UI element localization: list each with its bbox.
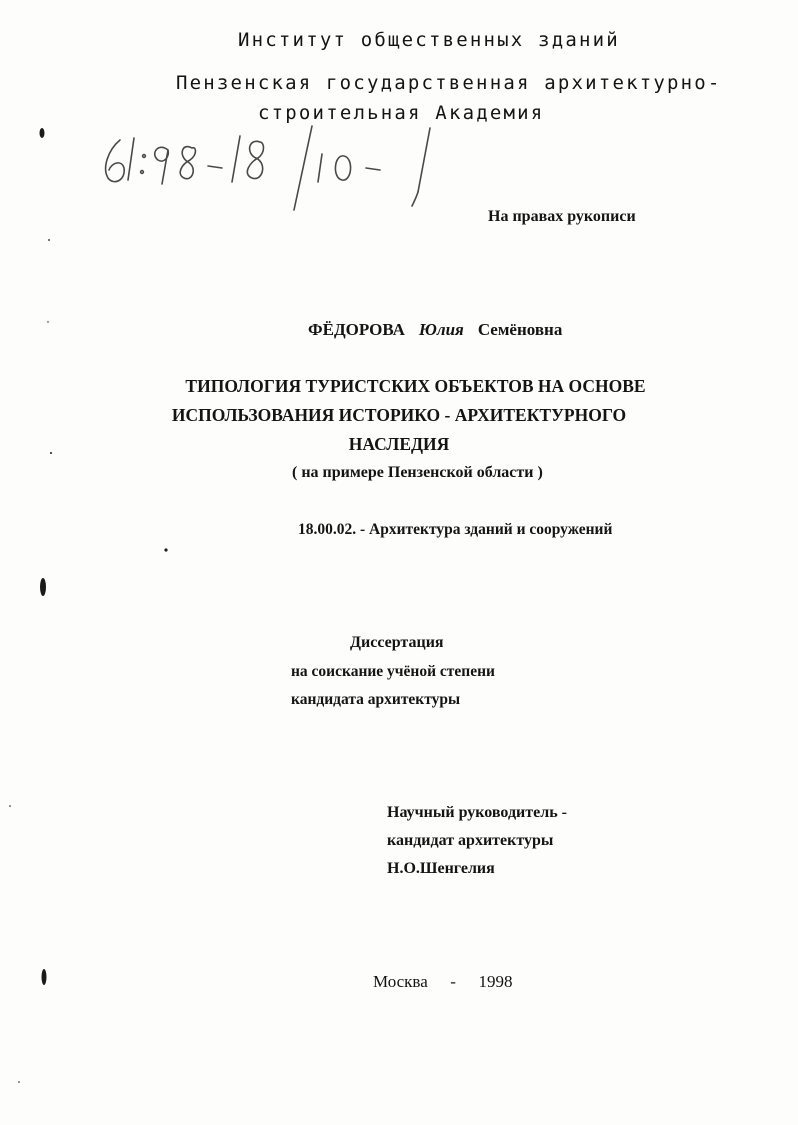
publication-year: 1998 (478, 972, 513, 991)
institute-name: Институт общественных зданий (238, 29, 620, 51)
author-name: Юлия (418, 320, 464, 339)
city-year-separator: - (450, 972, 456, 991)
dissertation-title-line2: ИСПОЛЬЗОВАНИЯ ИСТОРИКО - АРХИТЕКТУРНОГО (171, 405, 627, 425)
author-surname: ФЁДОРОВА (308, 320, 405, 339)
degree-line: на соискание учёной степени (291, 663, 495, 680)
supervisor-degree: кандидат архитектуры (387, 832, 554, 849)
dissertation-subtitle: ( на примере Пензенской области ) (292, 464, 543, 481)
degree-title-line: кандидата архитектуры (291, 691, 461, 708)
city-name: Москва (373, 972, 428, 991)
specialty-code: 18.00.02. - Архитектура зданий и сооружений (298, 521, 613, 538)
author-full-name (308, 320, 562, 340)
academy-name-line2: строительная Академия (258, 102, 545, 124)
dissertation-title-line1: ТИПОЛОГИЯ ТУРИСТСКИХ ОБЪЕКТОВ НА ОСНОВЕ (185, 376, 646, 396)
supervisor-label: Научный руководитель - (387, 804, 567, 821)
academy-name-line1: Пензенская государственная архитектурно- (176, 72, 722, 94)
manuscript-note: На правах рукописи (488, 208, 636, 225)
dissertation-title-line3: НАСЛЕДИЯ (348, 434, 450, 454)
dissertation-label: Диссертация (350, 634, 444, 651)
supervisor-name: Н.О.Шенгелия (387, 860, 495, 877)
handwritten-registration-code (100, 120, 450, 215)
city-year (373, 972, 512, 992)
author-patronymic: Семёновна (477, 320, 563, 339)
